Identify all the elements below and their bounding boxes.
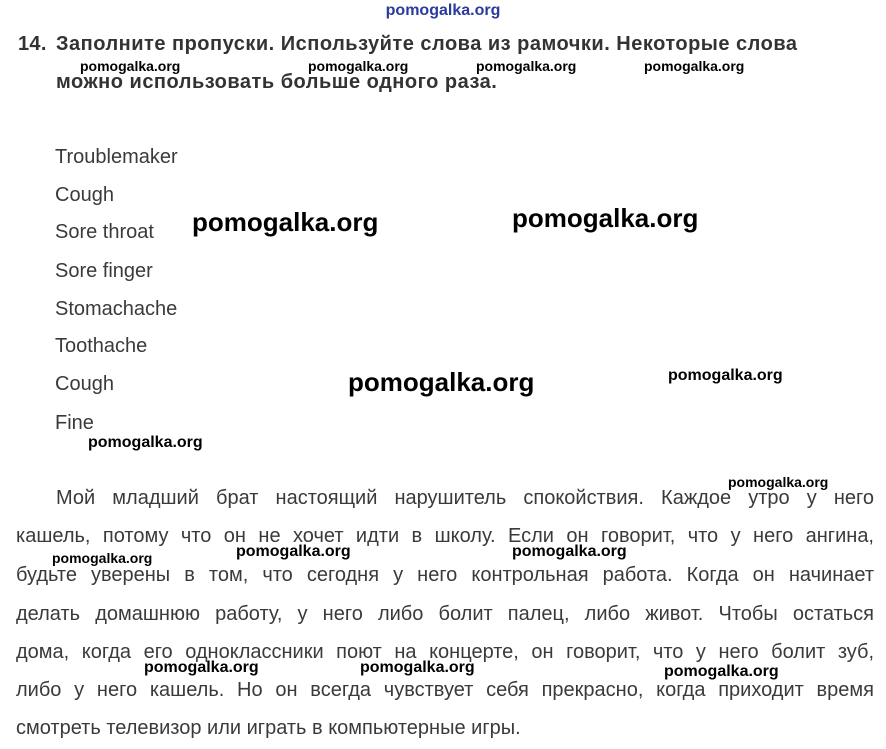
word-item: Troublemaker (55, 146, 178, 168)
watermark: pomogalka.org (668, 367, 783, 384)
watermark: pomogalka.org (52, 550, 153, 566)
word-item: Sore finger (55, 260, 153, 282)
paragraph-line: смотреть телевизор или играть в компьютерные игры. (16, 717, 521, 739)
task-number: 14. (18, 33, 47, 55)
watermark: pomogalka.org (644, 58, 745, 74)
watermark: pomogalka.org (80, 58, 181, 74)
site-header-link[interactable]: pomogalka.org (385, 2, 501, 19)
word-item: Cough (55, 373, 114, 395)
paragraph-line: либо у него кашель. Но он всегда чувствует себя прекрасно, когда приходит время (16, 679, 874, 701)
paragraph-line: Мой младший брат настоящий нарушитель спокойствия. Каждое утро у него (56, 487, 874, 509)
watermark: pomogalka.org (360, 659, 475, 676)
watermark: pomogalka.org (728, 474, 829, 490)
word-item: Stomachache (55, 298, 178, 320)
watermark: pomogalka.org (512, 543, 627, 560)
paragraph-line: дома, когда его одноклассники поют на концерте, он говорит, что у него болит зуб, (16, 641, 874, 663)
watermark: pomogalka.org (192, 207, 379, 237)
word-item: Fine (55, 412, 94, 434)
word-item: Sore throat (55, 221, 154, 243)
task-instruction-line-1: Заполните пропуски. Используйте слова из рамочки. Некоторые слова (56, 33, 798, 55)
watermark: pomogalka.org (236, 543, 351, 560)
task-instruction-line-2: можно использовать больше одного раза. (56, 71, 498, 93)
watermark: pomogalka.org (348, 367, 535, 397)
word-item: Toothache (55, 335, 148, 357)
paragraph-line: кашель, потому что он не хочет идти в школу. Если он говорит, что у него ангина, (16, 525, 874, 547)
watermark: pomogalka.org (88, 434, 203, 451)
watermark: pomogalka.org (476, 58, 577, 74)
paragraph-line: делать домашнюю работу, у него либо болит палец, либо живот. Чтобы остаться (16, 603, 874, 625)
paragraph-line: будьте уверены в том, что сегодня у него контрольная работа. Когда он начинает (16, 564, 874, 586)
watermark: pomogalka.org (308, 58, 409, 74)
watermark: pomogalka.org (664, 663, 779, 680)
watermark: pomogalka.org (144, 659, 259, 676)
watermark: pomogalka.org (512, 203, 699, 233)
word-item: Cough (55, 184, 114, 206)
